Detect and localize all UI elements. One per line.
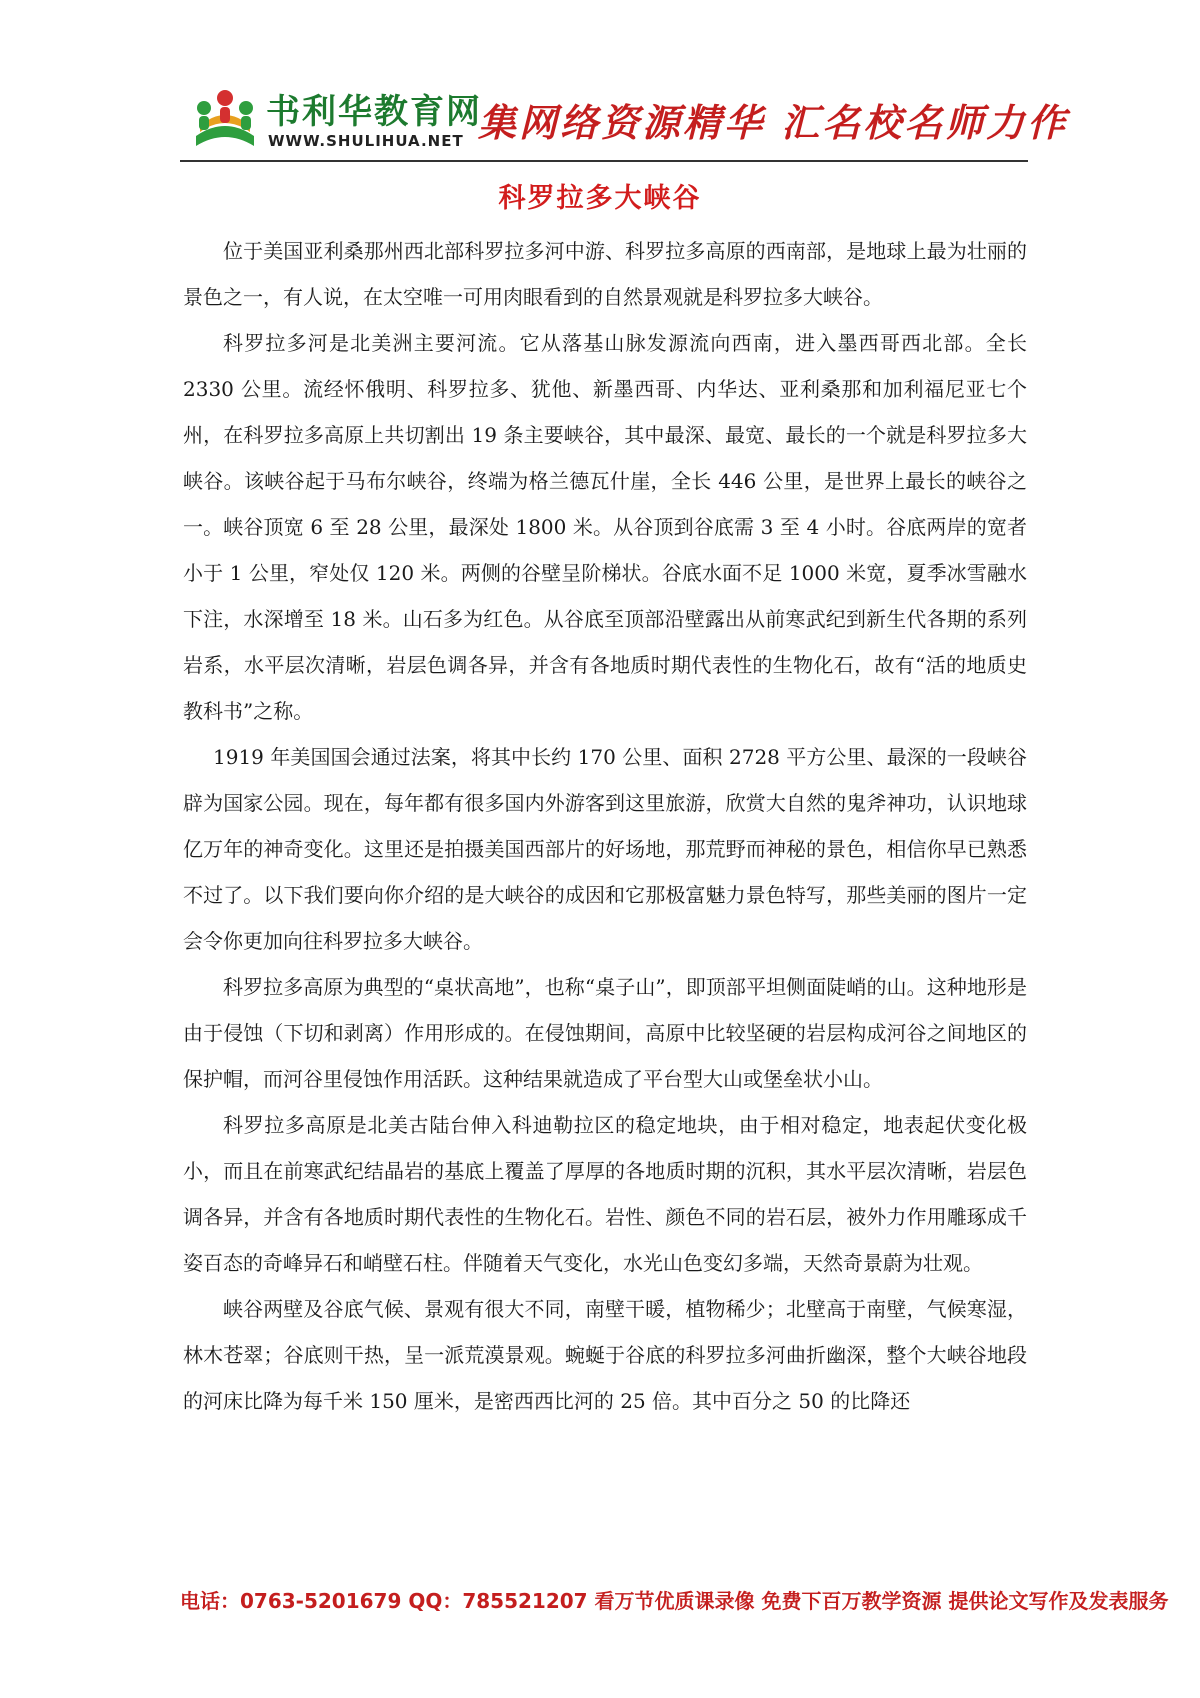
header-slogan: 集网络资源精华 汇名校名师力作 — [478, 101, 1069, 145]
paragraph-3: 1919 年美国国会通过法案，将其中长约 170 公里、面积 2728 平方公里、最深的一段峡谷辟为国家公园。现在，每年都有很多国内外游客到这里旅游，欣赏大自然的鬼斧神功，认识地球亿万年的神奇变化。这里还是拍摄美国西部片的好场地，那荒野而神秘的景色，相信你早已熟悉不过了。以下我们要向你介绍的是大峡谷的成因和它那极富魅力景色特写，那些美丽的图片一定会令你更加向往科罗拉多大峡谷。 — [183, 745, 1027, 953]
paragraph-5: 科罗拉多高原是北美古陆台伸入科迪勒拉区的稳定地块，由于相对稳定，地表起伏变化极小，而且在前寒武纪结晶岩的基底上覆盖了厚厚的各地质时期的沉积，其水平层次清晰，岩层色调各异，并含有各地质时期代表性的生物化石。岩性、颜色不同的岩石层，被外力作用雕琢成千姿百态的奇峰异石和峭壁石柱。伴随着天气变化，水光山色变幻多端，天然奇景蔚为壮观。 — [183, 1113, 1027, 1275]
paragraph-2: 科罗拉多河是北美洲主要河流。它从落基山脉发源流向西南，进入墨西哥西北部。全长2330 公里。流经怀俄明、科罗拉多、犹他、新墨西哥、内华达、亚利桑那和加利福尼亚七个州，在科罗拉多高原上共切割出 19 条主要峡谷，其中最深、最宽、最长的一个就是科罗拉多大峡谷。该峡谷起于马布尔峡谷，终端为格兰德瓦什崖，全长 446 公里，是世界上最长的峡谷之一。峡谷顶宽 6 至 28 公里，最深处 1800 米。从谷顶到谷底需 3 至 4 小时。谷底两岸的宽者小于 1 公里，窄处仅 120 米。两侧的谷壁呈阶梯状。谷底水面不足 1000 米宽，夏季冰雪融水下注，水深增至 18 米。山石多为红色。从谷底至顶部沿壁露出从前寒武纪到新生代各期的系列岩系，水平层次清晰，岩层色调各异，并含有各地质时期代表性的生物化石，故有“活的地质史教科书”之称。 — [183, 331, 1027, 723]
document-title: 科罗拉多大峡谷 — [498, 183, 702, 214]
site-logo[interactable] — [180, 78, 480, 160]
paragraph-6: 峡谷两壁及谷底气候、景观有很大不同，南壁干暖，植物稀少；北壁高于南壁，气候寒湿，林木苍翠；谷底则干热，呈一派荒漠景观。蜿蜒于谷底的科罗拉多河曲折幽深，整个大峡谷地段的河床比降为每千米 150 厘米，是密西西比河的 25 倍。其中百分之 50 的比降还 — [183, 1297, 1027, 1413]
paragraph-1: 位于美国亚利桑那州西北部科罗拉多河中游、科罗拉多高原的西南部，是地球上最为壮丽的景色之一，有人说，在太空唯一可用肉眼看到的自然景观就是科罗拉多大峡谷。 — [183, 239, 1027, 309]
paragraph-4: 科罗拉多高原为典型的“桌状高地”，也称“桌子山”，即顶部平坦侧面陡峭的山。这种地形是由于侵蚀（下切和剥离）作用形成的。在侵蚀期间，高原中比较坚硬的岩层构成河谷之间地区的保护帽，而河谷里侵蚀作用活跃。这种结果就造成了平台型大山或堡垒状小山。 — [183, 975, 1027, 1091]
site-header — [180, 78, 1069, 160]
logo-name: 书利华教育网 — [266, 92, 482, 132]
logo-people-icon — [190, 86, 260, 152]
header-divider — [180, 160, 1028, 162]
site-footer-banner: 电话：0763-5201679 QQ：785521207 看万节优质课录像 免费下百万教学资源 提供论文写作及发表服务 — [180, 1589, 1169, 1613]
document-body — [183, 228, 1027, 1424]
logo-url: WWW.SHULIHUA.NET — [268, 132, 464, 150]
